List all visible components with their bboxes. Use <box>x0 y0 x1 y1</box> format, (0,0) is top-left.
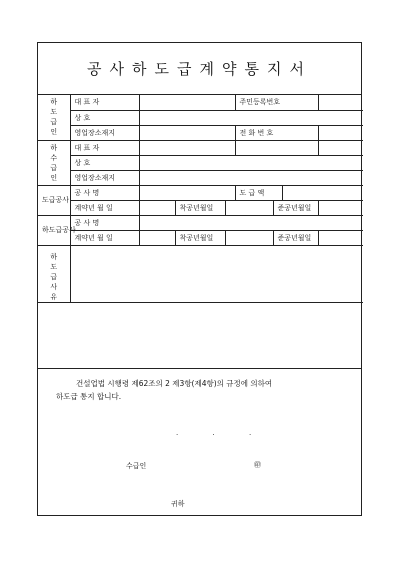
phone-label: 전 화 번 호 <box>235 125 318 140</box>
subcontract-end-label: 준공년월일 <box>273 230 318 245</box>
statement-line-2: 하도급 통지 합니다. <box>56 392 122 401</box>
subcontract-date-label: 계약년 월 일 <box>70 230 139 245</box>
contract-start-label: 착공년월일 <box>175 200 225 215</box>
receiver-reg-no-field[interactable] <box>235 140 318 155</box>
statement-text <box>56 377 272 403</box>
seal-icon: ㊞ <box>254 461 261 469</box>
subcontract-date-field[interactable] <box>139 230 175 245</box>
statement-line-1: 건설업법 시행령 제62조의 2 제3항(제4항)의 규정에 의하여 <box>76 379 273 388</box>
address-field[interactable] <box>139 125 235 140</box>
date-line[interactable] <box>176 429 281 437</box>
contract-start-field[interactable] <box>225 200 273 215</box>
recipient-label: 수급인 <box>126 462 147 470</box>
reg-no-field[interactable] <box>318 95 363 110</box>
contract-end-field[interactable] <box>318 200 363 215</box>
form-page <box>37 42 362 516</box>
company-label: 상 호 <box>70 110 139 125</box>
receiver-rep-label: 대 표 자 <box>70 140 139 155</box>
subcontract-start-label: 착공년월일 <box>175 230 225 245</box>
subcontract-name-field[interactable] <box>139 215 363 230</box>
receiver-company-label: 상 호 <box>70 155 139 170</box>
reason-label: 하도급사유 <box>38 245 70 302</box>
subcontract-section-label: 하도급공사 <box>38 215 70 245</box>
honorific: 귀하 <box>171 500 185 508</box>
contract-amount-field[interactable] <box>282 185 363 200</box>
reg-no-label: 주민등록번호 <box>235 95 318 110</box>
subcontract-name-label: 공 사 명 <box>70 215 139 230</box>
statement-area <box>38 368 361 517</box>
contract-name-label: 공 사 명 <box>70 185 139 200</box>
address-label: 영업장소재지 <box>70 125 139 140</box>
subcontractor-section-label: 하도급인 <box>38 95 70 140</box>
receiver-company-field[interactable] <box>139 155 363 170</box>
contract-name-field[interactable] <box>139 185 235 200</box>
receiver-extra-field[interactable] <box>318 140 363 155</box>
receiver-address-label: 영업장소재지 <box>70 170 139 185</box>
date-dot-day: . <box>248 429 254 437</box>
company-field[interactable] <box>139 110 363 125</box>
page-title: 공사하도급계약통지서 <box>38 43 361 95</box>
receiver-address-field[interactable] <box>139 170 363 185</box>
contract-section-label: 도급공사 <box>38 185 70 215</box>
rep-field[interactable] <box>139 95 235 110</box>
contract-end-label: 준공년월일 <box>273 200 318 215</box>
form-table <box>38 95 363 303</box>
subcontract-start-field[interactable] <box>225 230 273 245</box>
receiver-rep-field[interactable] <box>139 140 235 155</box>
date-dot-month: . <box>212 429 217 437</box>
subcontract-end-field[interactable] <box>318 230 363 245</box>
receiver-section-label: 하수급인 <box>38 140 70 185</box>
contract-date-label: 계약년 월 일 <box>70 200 139 215</box>
phone-field[interactable] <box>318 125 363 140</box>
contract-amount-label: 도 급 액 <box>235 185 282 200</box>
rep-label: 대 표 자 <box>70 95 139 110</box>
contract-date-field[interactable] <box>139 200 175 215</box>
date-dot-year: . <box>176 429 181 437</box>
reason-field[interactable] <box>70 245 363 302</box>
